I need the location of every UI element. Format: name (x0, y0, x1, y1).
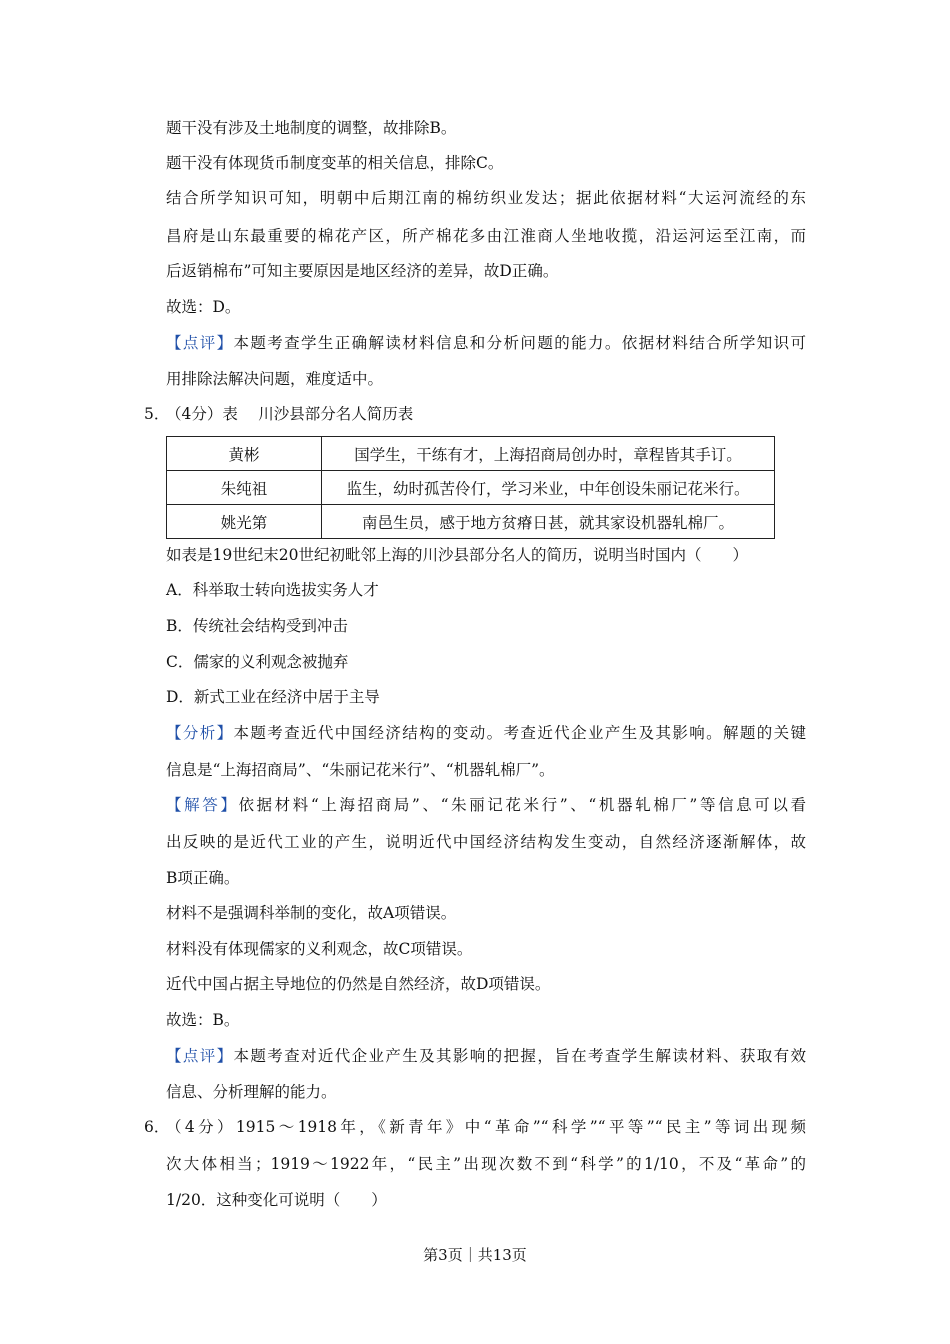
q5-comment-line-2: 信息、分析理解的能力。 (166, 1083, 337, 1101)
q5-analysis: 【分析】本题考查近代中国经济结构的变动。考查近代企业产生及其影响。解题的关键 (166, 724, 806, 742)
q4-line-1: 题干没有涉及土地制度的调整，故排除B。 (166, 119, 457, 137)
table-row (167, 471, 775, 505)
table-row (167, 505, 775, 539)
table-row (167, 437, 775, 471)
q5-comment: 【点评】本题考查对近代企业产生及其影响的把握，旨在考查学生解读材料、获取有效 (166, 1047, 806, 1065)
q5-answer-line-3: B项正确。 (166, 869, 240, 887)
table-cell-desc: 监生，幼时孤苦伶仃，学习米业，中年创设朱丽记花米行。 (322, 471, 775, 505)
q5-answer-line-2: 出反映的是近代工业的产生，说明近代中国经济结构发生变动，自然经济逐渐解体，故 (166, 833, 806, 851)
page-footer: 第3页｜共13页 (423, 1246, 527, 1264)
comment-tag: 【点评】 (166, 334, 234, 352)
q4-line-2: 题干没有体现货币制度变革的相关信息，排除C。 (166, 154, 504, 172)
q5-note-4: 故选：B。 (166, 1011, 240, 1029)
q5-note-2: 材料没有体现儒家的义利观念，故C项错误。 (166, 940, 473, 958)
q4-line-4: 昌府是山东最重要的棉花产区，所产棉花多由江淮商人坐地收揽，沿运河运至江南，而 (166, 227, 806, 245)
q5-analysis-line-2: 信息是“上海招商局”、“朱丽记花米行”、“机器轧棉厂”。 (166, 761, 555, 779)
q5-note-1: 材料不是强调科举制的变化，故A项错误。 (166, 904, 457, 922)
q5-answer: 【解答】依据材料“上海招商局”、“朱丽记花米行”、“机器轧棉厂”等信息可以看 (166, 796, 806, 814)
q4-line-6: 故选：D。 (166, 298, 241, 316)
q4-comment-line-2: 用排除法解决问题，难度适中。 (166, 370, 384, 388)
q4-line-5: 后返销棉布”可知主要原因是地区经济的差异，故D正确。 (166, 262, 559, 280)
table-cell-name: 朱纯祖 (167, 471, 322, 505)
q5-stem: （4分）表 川沙县部分名人简历表 (166, 405, 414, 423)
q6-line-2: 次大体相当；1919～1922年，“民主”出现次数不到“科学”的1/10，不及“革命”的 (166, 1155, 806, 1173)
q5-option-c: C．儒家的义利观念被抛弃 (166, 653, 349, 671)
table-cell-desc: 南邑生员，感于地方贫瘠日甚，就其家设机器轧棉厂。 (322, 505, 775, 539)
names-table (166, 436, 775, 539)
q5-option-d: D．新式工业在经济中居于主导 (166, 688, 380, 706)
q6-line-3: 1/20．这种变化可说明（ ） (166, 1191, 387, 1209)
comment-tag: 【点评】 (166, 1047, 234, 1065)
analysis-tag: 【分析】 (166, 724, 234, 742)
q6-number: 6． (144, 1118, 170, 1136)
q5-note-3: 近代中国占据主导地位的仍然是自然经济，故D项错误。 (166, 975, 551, 993)
answer-tag: 【解答】 (166, 796, 239, 814)
q6-line-1: （4分）1915～1918年，《新青年》中“革命”“科学”“平等”“民主”等词出现频 (166, 1118, 806, 1136)
q4-line-3: 结合所学知识可知，明朝中后期江南的棉纺织业发达；据此依据材料“大运河流经的东 (166, 189, 806, 207)
q5-option-b: B．传统社会结构受到冲击 (166, 617, 348, 635)
q5-question: 如表是19世纪末20世纪初毗邻上海的川沙县部分名人的简历，说明当时国内（ ） (166, 546, 748, 564)
q4-comment: 【点评】本题考查学生正确解读材料信息和分析问题的能力。依据材料结合所学知识可 (166, 334, 806, 352)
table-cell-name: 姚光第 (167, 505, 322, 539)
q5-option-a: A．科举取士转向选拔实务人才 (166, 581, 379, 599)
q5-number: 5． (144, 405, 170, 423)
table-cell-name: 黄彬 (167, 437, 322, 471)
table-cell-desc: 国学生，干练有才，上海招商局创办时，章程皆其手订。 (322, 437, 775, 471)
